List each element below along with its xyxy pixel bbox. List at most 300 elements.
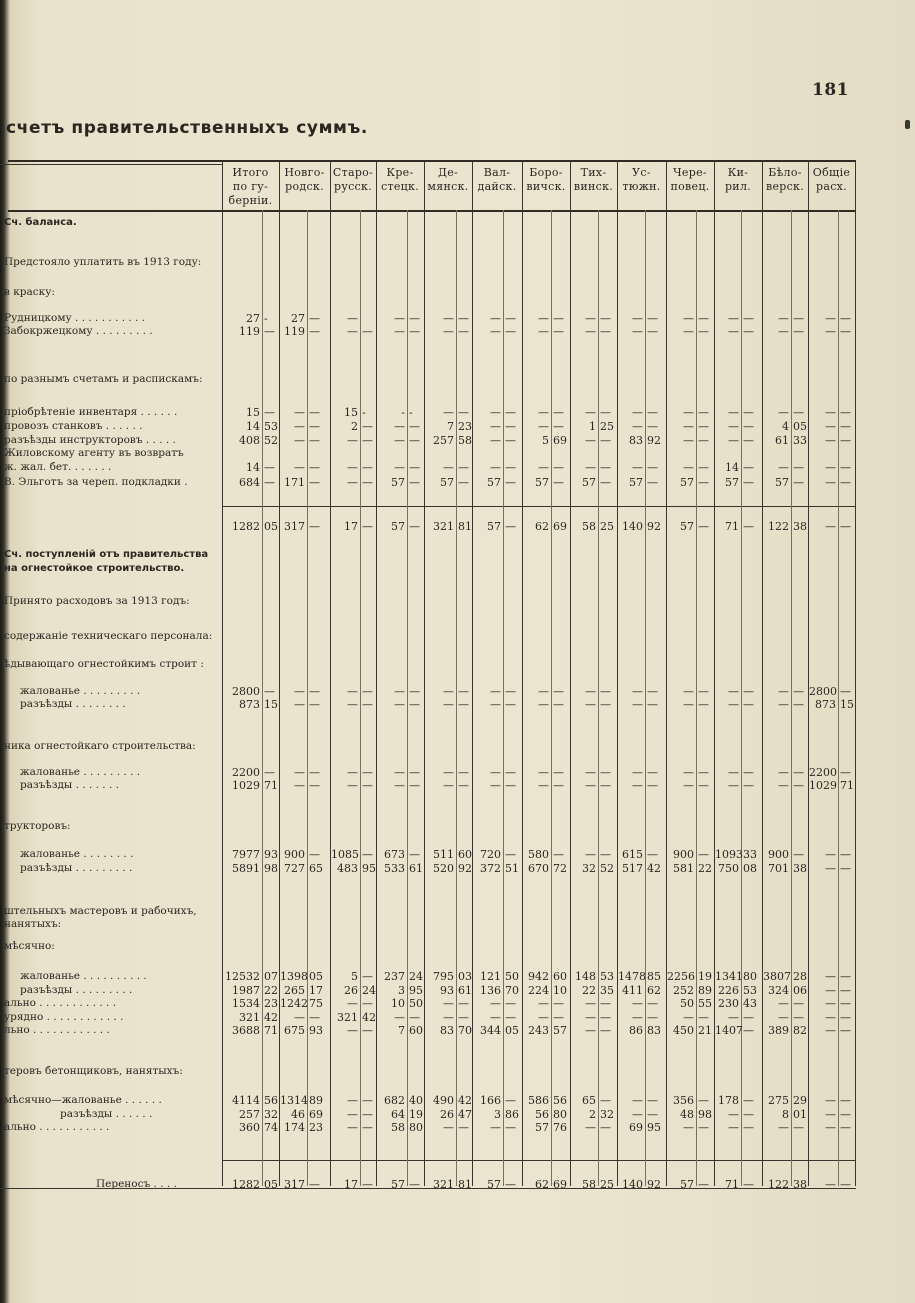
cell-rubles: 57 [680,1178,694,1191]
cell-rubles: 873 [239,698,260,711]
cell-kopecks: — [840,1178,851,1191]
cell-rubles: 226 [718,984,739,997]
cell-kopecks: — [458,698,469,711]
cell-kopecks: 28 [793,970,807,983]
cell-rubles: 1314 [280,1094,308,1107]
cell-kopecks: 70 [505,984,519,997]
cell-rubles: 5 [542,434,549,447]
cell-kopecks: 22 [264,984,278,997]
cell-rubles: — [347,766,358,779]
cell-kopecks: — [743,325,754,338]
cell-kopecks: 92 [647,1178,661,1191]
column-header: Кре- стецк. [380,166,419,193]
cell-rubles: 317 [284,1178,305,1191]
cell-kopecks: — [362,698,373,711]
cell-kopecks: — [600,461,611,474]
cell-rubles: — [347,997,358,1010]
cell-kopecks: — [743,1011,754,1024]
cell-kopecks: 07 [264,970,278,983]
cell-rubles: — [294,420,305,433]
cell-kopecks: 71 [264,779,278,792]
cell-rubles: — [490,325,501,338]
row-label: в краску: [4,286,55,298]
cell-kopecks: 89 [698,984,712,997]
cell-rubles: 171 [284,476,305,489]
column-header: Ус- тюжн. [622,166,661,193]
cell-rubles: — [728,685,739,698]
cell-kopecks: — [743,1121,754,1134]
cell-kopecks: — [743,434,754,447]
cell-rubles: — [585,312,596,325]
cell-rubles: 140 [622,1178,643,1191]
column-header: Чере- повец. [670,166,710,193]
cell-kopecks: — [698,520,709,533]
cell-rubles: — [538,698,549,711]
column-header: Ки- рил. [724,166,752,193]
cell-rubles: 372 [480,862,501,875]
cell-rubles: — [728,312,739,325]
row-label: трукторовъ: [4,820,71,832]
row-label: Рудницкому . . . . . . . . . . . [4,312,146,324]
column-header: Итого по гу- берніи. [228,166,273,207]
cell-kopecks: — [793,766,804,779]
cell-kopecks: 05 [309,970,323,983]
cell-kopecks: 32 [264,1108,278,1121]
cell-rubles: — [347,685,358,698]
cell-kopecks: — [505,406,516,419]
row-label: нанятыхъ: [4,918,62,930]
cell-kopecks: 71 [840,779,854,792]
cell-rubles: — [538,325,549,338]
cell-kopecks: — [647,406,658,419]
cell-kopecks: — [698,848,709,861]
cell-kopecks: — [600,997,611,1010]
cell-rubles: 411 [622,984,643,997]
cell-rubles: 7 [447,420,454,433]
cell-kopecks: — [505,685,516,698]
cell-rubles: 321 [433,520,454,533]
cell-kopecks: — [840,325,851,338]
cell-kopecks: 38 [793,862,807,875]
cell-kopecks: — [309,434,320,447]
cell-kopecks: — [362,779,373,792]
cell-rubles: 673 [384,848,405,861]
cell-rubles: — [825,1108,836,1121]
cell-rubles: — [347,312,358,325]
cell-rubles: — [632,779,643,792]
column-rule [855,160,856,1186]
cell-rubles: 795 [433,970,454,983]
cell-rubles: — [825,476,836,489]
cell-kopecks: 05 [264,520,278,533]
cell-kopecks: — [698,1094,709,1107]
cell-kopecks: 58 [458,434,472,447]
cell-rubles: — [443,1121,454,1134]
cell-kopecks: — [458,1121,469,1134]
cell-rubles: — [778,685,789,698]
cell-kopecks: — [840,434,851,447]
cell-rubles: — [728,406,739,419]
cell-kopecks: 32 [600,1108,614,1121]
column-header: Боро- вичск. [526,166,566,193]
kopeck-split-rule [307,210,308,1186]
row-label: Забокржецкому . . . . . . . . . [4,325,153,337]
cell-rubles: 17 [344,520,358,533]
cell-rubles: 62 [535,1178,549,1191]
cell-kopecks: — [553,1011,564,1024]
cell-kopecks: 33 [743,848,757,861]
cell-kopecks: — [793,698,804,711]
cell-rubles: 7 [398,1024,405,1037]
cell-rubles: — [825,434,836,447]
cell-rubles: 670 [528,862,549,875]
cell-rubles: 237 [384,970,405,983]
cell-kopecks: — [505,461,516,474]
cell-rubles: 57 [725,476,739,489]
cell-rubles: 3807 [763,970,791,983]
cell-rubles: — [778,779,789,792]
cell-kopecks: 80 [409,1121,423,1134]
cell-rubles: 57 [487,1178,501,1191]
cell-rubles: — [490,1121,501,1134]
cell-kopecks: 25 [600,520,614,533]
row-label: урядно . . . . . . . . . . . . [4,1011,124,1023]
cell-rubles: — [778,406,789,419]
cell-kopecks: — [793,1011,804,1024]
cell-rubles: — [538,312,549,325]
cell-kopecks: — [840,420,851,433]
row-label: Сч. баланса. [4,217,77,228]
cell-kopecks: 05 [793,420,807,433]
cell-rubles: — [538,997,549,1010]
row-label: на огнестойкое строительство. [4,563,185,574]
cell-rubles: 1398 [280,970,308,983]
cell-rubles: — [778,698,789,711]
cell-rubles: — [394,698,405,711]
cell-rubles: 7977 [232,848,260,861]
cell-kopecks: — [600,406,611,419]
cell-rubles: 14 [246,420,260,433]
cell-rubles: — [394,325,405,338]
cell-kopecks: — [840,520,851,533]
cell-kopecks: — [264,325,275,338]
cell-kopecks: 23 [264,997,278,1010]
cell-kopecks: — [840,970,851,983]
cell-kopecks: — [793,461,804,474]
cell-kopecks: — [840,1121,851,1134]
cell-kopecks: — [409,779,420,792]
cell-kopecks: — [458,685,469,698]
cell-kopecks: — [505,476,516,489]
cell-kopecks: — [362,848,373,861]
cell-kopecks: — [698,420,709,433]
cell-kopecks: — [505,1121,516,1134]
header-bottom-rule [8,210,856,212]
cell-kopecks: — [647,461,658,474]
row-label: провозъ станковъ . . . . . . [4,420,143,432]
cell-kopecks: — [743,685,754,698]
cell-kopecks: — [553,997,564,1010]
cell-kopecks: 92 [458,862,472,875]
cell-kopecks: — [743,461,754,474]
cell-kopecks: — [743,1108,754,1121]
cell-kopecks: — [458,997,469,1010]
cell-rubles: — [443,766,454,779]
cell-kopecks: — [647,698,658,711]
cell-kopecks: 80 [553,1108,567,1121]
page-title: счетъ правительственныхъ суммъ. [6,118,368,138]
cell-kopecks: — [840,862,851,875]
cell-rubles: — [347,1094,358,1107]
cell-rubles: — [294,766,305,779]
cell-kopecks: 24 [362,984,376,997]
cell-kopecks: 61 [458,984,472,997]
cell-kopecks: 22 [698,862,712,875]
cell-kopecks: — [458,1011,469,1024]
cell-rubles: — [490,406,501,419]
cell-rubles: — [490,997,501,1010]
cell-rubles: — [394,420,405,433]
cell-kopecks: 01 [793,1108,807,1121]
cell-rubles: - [401,406,405,419]
cell-rubles: 93 [440,984,454,997]
cell-kopecks: — [743,1094,754,1107]
cell-kopecks: — [458,766,469,779]
column-header: Общіе расх. [812,166,851,193]
cell-rubles: 900 [284,848,305,861]
cell-rubles: 83 [629,434,643,447]
cell-kopecks: 72 [553,862,567,875]
cell-rubles: 71 [725,1178,739,1191]
cell-rubles: — [683,312,694,325]
cell-rubles: — [443,997,454,1010]
cell-rubles: — [443,779,454,792]
cell-kopecks: — [553,325,564,338]
cell-rubles: — [490,461,501,474]
cell-kopecks: — [840,1024,851,1037]
row-label: Принято расходовъ за 1913 годъ: [4,595,190,607]
cell-rubles: 1478 [618,970,646,983]
cell-kopecks: — [793,312,804,325]
cell-rubles: 265 [284,984,305,997]
cell-rubles: — [347,779,358,792]
cell-rubles: — [585,997,596,1010]
cell-rubles: — [683,1011,694,1024]
cell-kopecks: — [409,420,420,433]
cell-kopecks: — [743,420,754,433]
row-label: пріобрѣтеніе инвентаря . . . . . . [4,406,178,418]
cell-kopecks: 60 [458,848,472,861]
cell-kopecks: — [698,461,709,474]
cell-kopecks: — [505,1094,516,1107]
cell-rubles: — [683,766,694,779]
cell-rubles: 257 [239,1108,260,1121]
cell-rubles: 1093 [715,848,743,861]
cell-rubles: 65 [582,1094,596,1107]
cell-rubles: — [394,312,405,325]
cell-rubles: — [490,312,501,325]
row-label: льно . . . . . . . . . . . . [4,1024,110,1036]
cell-kopecks: — [793,779,804,792]
cell-rubles: 57 [487,476,501,489]
kopeck-split-rule [838,210,839,1186]
cell-rubles: — [778,325,789,338]
cell-kopecks: 53 [743,984,757,997]
cell-kopecks: — [600,779,611,792]
cell-kopecks: — [743,766,754,779]
cell-rubles: — [683,461,694,474]
cell-rubles: — [585,1024,596,1037]
cell-kopecks: — [309,520,320,533]
cell-rubles: 26 [440,1108,454,1121]
cell-rubles: — [490,685,501,698]
cell-rubles: — [728,779,739,792]
cell-kopecks: — [309,325,320,338]
cell-kopecks: — [458,312,469,325]
cell-rubles: 148 [575,970,596,983]
cell-kopecks: — [362,434,373,447]
cell-kopecks: — [309,312,320,325]
cell-kopecks: 52 [264,434,278,447]
cell-kopecks: — [647,1108,658,1121]
cell-kopecks: — [840,685,851,698]
kopeck-split-rule [645,210,646,1186]
cell-kopecks: — [505,420,516,433]
row-label: жалованье . . . . . . . . . [20,685,141,697]
cell-rubles: — [347,1121,358,1134]
cell-kopecks: — [309,476,320,489]
cell-rubles: — [728,1108,739,1121]
cell-kopecks: — [409,325,420,338]
cell-kopecks: 24 [409,970,423,983]
cell-kopecks: 52 [600,862,614,875]
cell-rubles: 2200 [232,766,260,779]
cell-kopecks: 43 [743,997,757,1010]
cell-rubles: — [728,325,739,338]
cell-rubles: — [394,461,405,474]
cell-rubles: — [538,685,549,698]
cell-rubles: 2 [351,420,358,433]
cell-rubles: 900 [768,848,789,861]
cell-kopecks: — [743,312,754,325]
cell-rubles: 3 [398,984,405,997]
cell-kopecks: — [505,1178,516,1191]
cell-kopecks: — [698,1178,709,1191]
cell-kopecks: — [362,1094,373,1107]
cell-rubles: 119 [284,325,305,338]
cell-kopecks: — [743,476,754,489]
cell-kopecks: - [362,406,366,419]
cell-kopecks: — [840,766,851,779]
cell-rubles: 682 [384,1094,405,1107]
cell-rubles: 873 [815,698,836,711]
cell-kopecks: — [840,476,851,489]
cell-kopecks: — [743,520,754,533]
cell-rubles: 122 [768,1178,789,1191]
cell-kopecks: — [698,1121,709,1134]
cell-kopecks: — [505,1011,516,1024]
cell-kopecks: — [362,970,373,983]
cell-rubles: — [728,1011,739,1024]
cell-rubles: — [585,434,596,447]
cell-kopecks: 57 [553,1024,567,1037]
row-label: ально . . . . . . . . . . . . [4,997,117,1009]
cell-kopecks: — [840,1094,851,1107]
cell-rubles: 61 [775,434,789,447]
cell-kopecks: — [840,1011,851,1024]
cell-kopecks: 95 [409,984,423,997]
row-label: содержаніе техническаго персонала: [4,630,213,642]
cell-kopecks: 05 [505,1024,519,1037]
cell-kopecks: — [600,312,611,325]
cell-kopecks: — [647,848,658,861]
cell-kopecks: — [698,779,709,792]
cell-kopecks: 55 [698,997,712,1010]
cell-rubles: — [585,779,596,792]
cell-kopecks: — [600,476,611,489]
cell-rubles: 2256 [667,970,695,983]
cell-rubles: 586 [528,1094,549,1107]
cell-kopecks: — [458,779,469,792]
row-label: разъѣзды . . . . . . . . . [20,862,133,874]
cell-rubles: 14 [246,461,260,474]
cell-kopecks: 15 [264,698,278,711]
cell-rubles: — [585,848,596,861]
page-number: 181 [812,80,849,100]
cell-rubles: 140 [622,520,643,533]
cell-kopecks: - [264,312,268,325]
cell-kopecks: — [309,1178,320,1191]
row-label: разъѣзды . . . . . . . . . [20,984,133,996]
cell-rubles: 727 [284,862,305,875]
cell-kopecks: — [553,698,564,711]
cell-rubles: — [632,685,643,698]
cell-rubles: — [294,698,305,711]
cell-kopecks: — [505,312,516,325]
cell-kopecks: — [409,520,420,533]
cell-rubles: 275 [768,1094,789,1107]
cell-kopecks: — [553,766,564,779]
cell-rubles: — [490,779,501,792]
row-label: ника огнестойкаго строительства: [4,740,196,752]
cell-rubles: — [394,434,405,447]
cell-kopecks: 47 [458,1108,472,1121]
cell-kopecks: — [743,698,754,711]
cell-kopecks: 38 [793,520,807,533]
cell-kopecks: 76 [553,1121,567,1134]
cell-rubles: — [585,461,596,474]
cell-kopecks: — [505,766,516,779]
cell-kopecks: 15 [840,698,854,711]
cell-rubles: — [632,420,643,433]
cell-rubles: — [825,406,836,419]
cell-kopecks: — [698,685,709,698]
cell-kopecks: 98 [698,1108,712,1121]
cell-rubles: 83 [440,1024,454,1037]
kopeck-split-rule [456,210,457,1186]
cell-kopecks: — [409,698,420,711]
cell-kopecks: — [647,1094,658,1107]
cell-rubles: — [347,698,358,711]
cell-kopecks: 50 [409,997,423,1010]
cell-rubles: — [632,1108,643,1121]
cell-rubles: — [443,685,454,698]
cell-rubles: — [538,461,549,474]
cell-rubles: — [294,1011,305,1024]
cell-kopecks: — [362,420,373,433]
cell-rubles: 57 [391,1178,405,1191]
cell-rubles: — [347,434,358,447]
